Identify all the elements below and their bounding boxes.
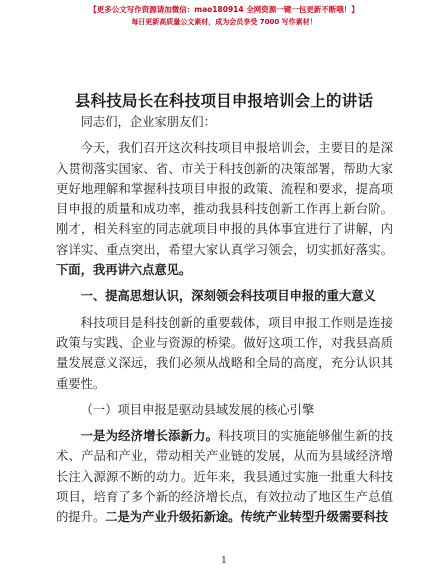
promo-banner-line2: 每日更新高质量公文素材，成为会员享受 7000 写作素材！	[131, 18, 317, 26]
point-one-bold: 一是为经济增长添新力。	[80, 429, 219, 444]
paragraph-intro-bold: 下面，我再讲六点意见。	[56, 263, 192, 278]
page-number: 1	[221, 556, 227, 566]
paragraph-engine	[56, 426, 393, 527]
subheading-1: （一）项目申报是驱动县域发展的核心引擎	[80, 402, 315, 417]
salutation: 同志们，企业家朋友们：	[80, 115, 216, 129]
promo-banner-line1: 【更多公文写作资源请加微信：mao180914 全网资源一键一包更新不断哦！】	[89, 5, 359, 14]
promo-banner	[0, 4, 448, 28]
document-body	[56, 112, 393, 528]
point-two-bold: 二是为产业升级拓新途。	[105, 510, 241, 525]
paragraph-intro-text: 今天，我们召开这次科技项目申报培训会，主要目的是深入贯彻落实国家、省、市关于科技创新的决策部署，帮助大家更好地理解和掌握科技项目申报的政策、流程和要求，提高项目申报的质量和成功率，推动我县科技创新工作再上新台阶。刚才，相关科室的同志就项目申报的具体事宜进行了讲解，内容详实、重点突出，希望大家认真学习领会，切实抓好落实。	[56, 141, 393, 257]
point-one-text: 科技项目的实施能够催生新的技术、产品和产业，带动相关产业链的发展，从而为县域经济增长注入源源不断的动力。近年来，我县通过实施一批重大科技项目，培育了多个新的经济增长点，有效拉动了地区生产总值的提升。	[56, 429, 393, 525]
paragraph-significance: 科技项目是科技创新的重要载体，项目申报工作则是连接政策与实践、企业与资源的桥梁。做好这项工作，对我县高质量发展意义深远，我们必须从战略和全局的高度，充分认识其重要性。	[56, 315, 393, 391]
document-title: 县科技局长在科技项目申报培训会上的讲话	[74, 92, 374, 110]
paragraph-intro	[56, 138, 393, 280]
section-heading-1: 一、提高思想认识，深刻领会科技项目申报的重大意义	[80, 289, 376, 304]
point-two-text: 传统产业转型升级需要科技	[240, 510, 389, 525]
